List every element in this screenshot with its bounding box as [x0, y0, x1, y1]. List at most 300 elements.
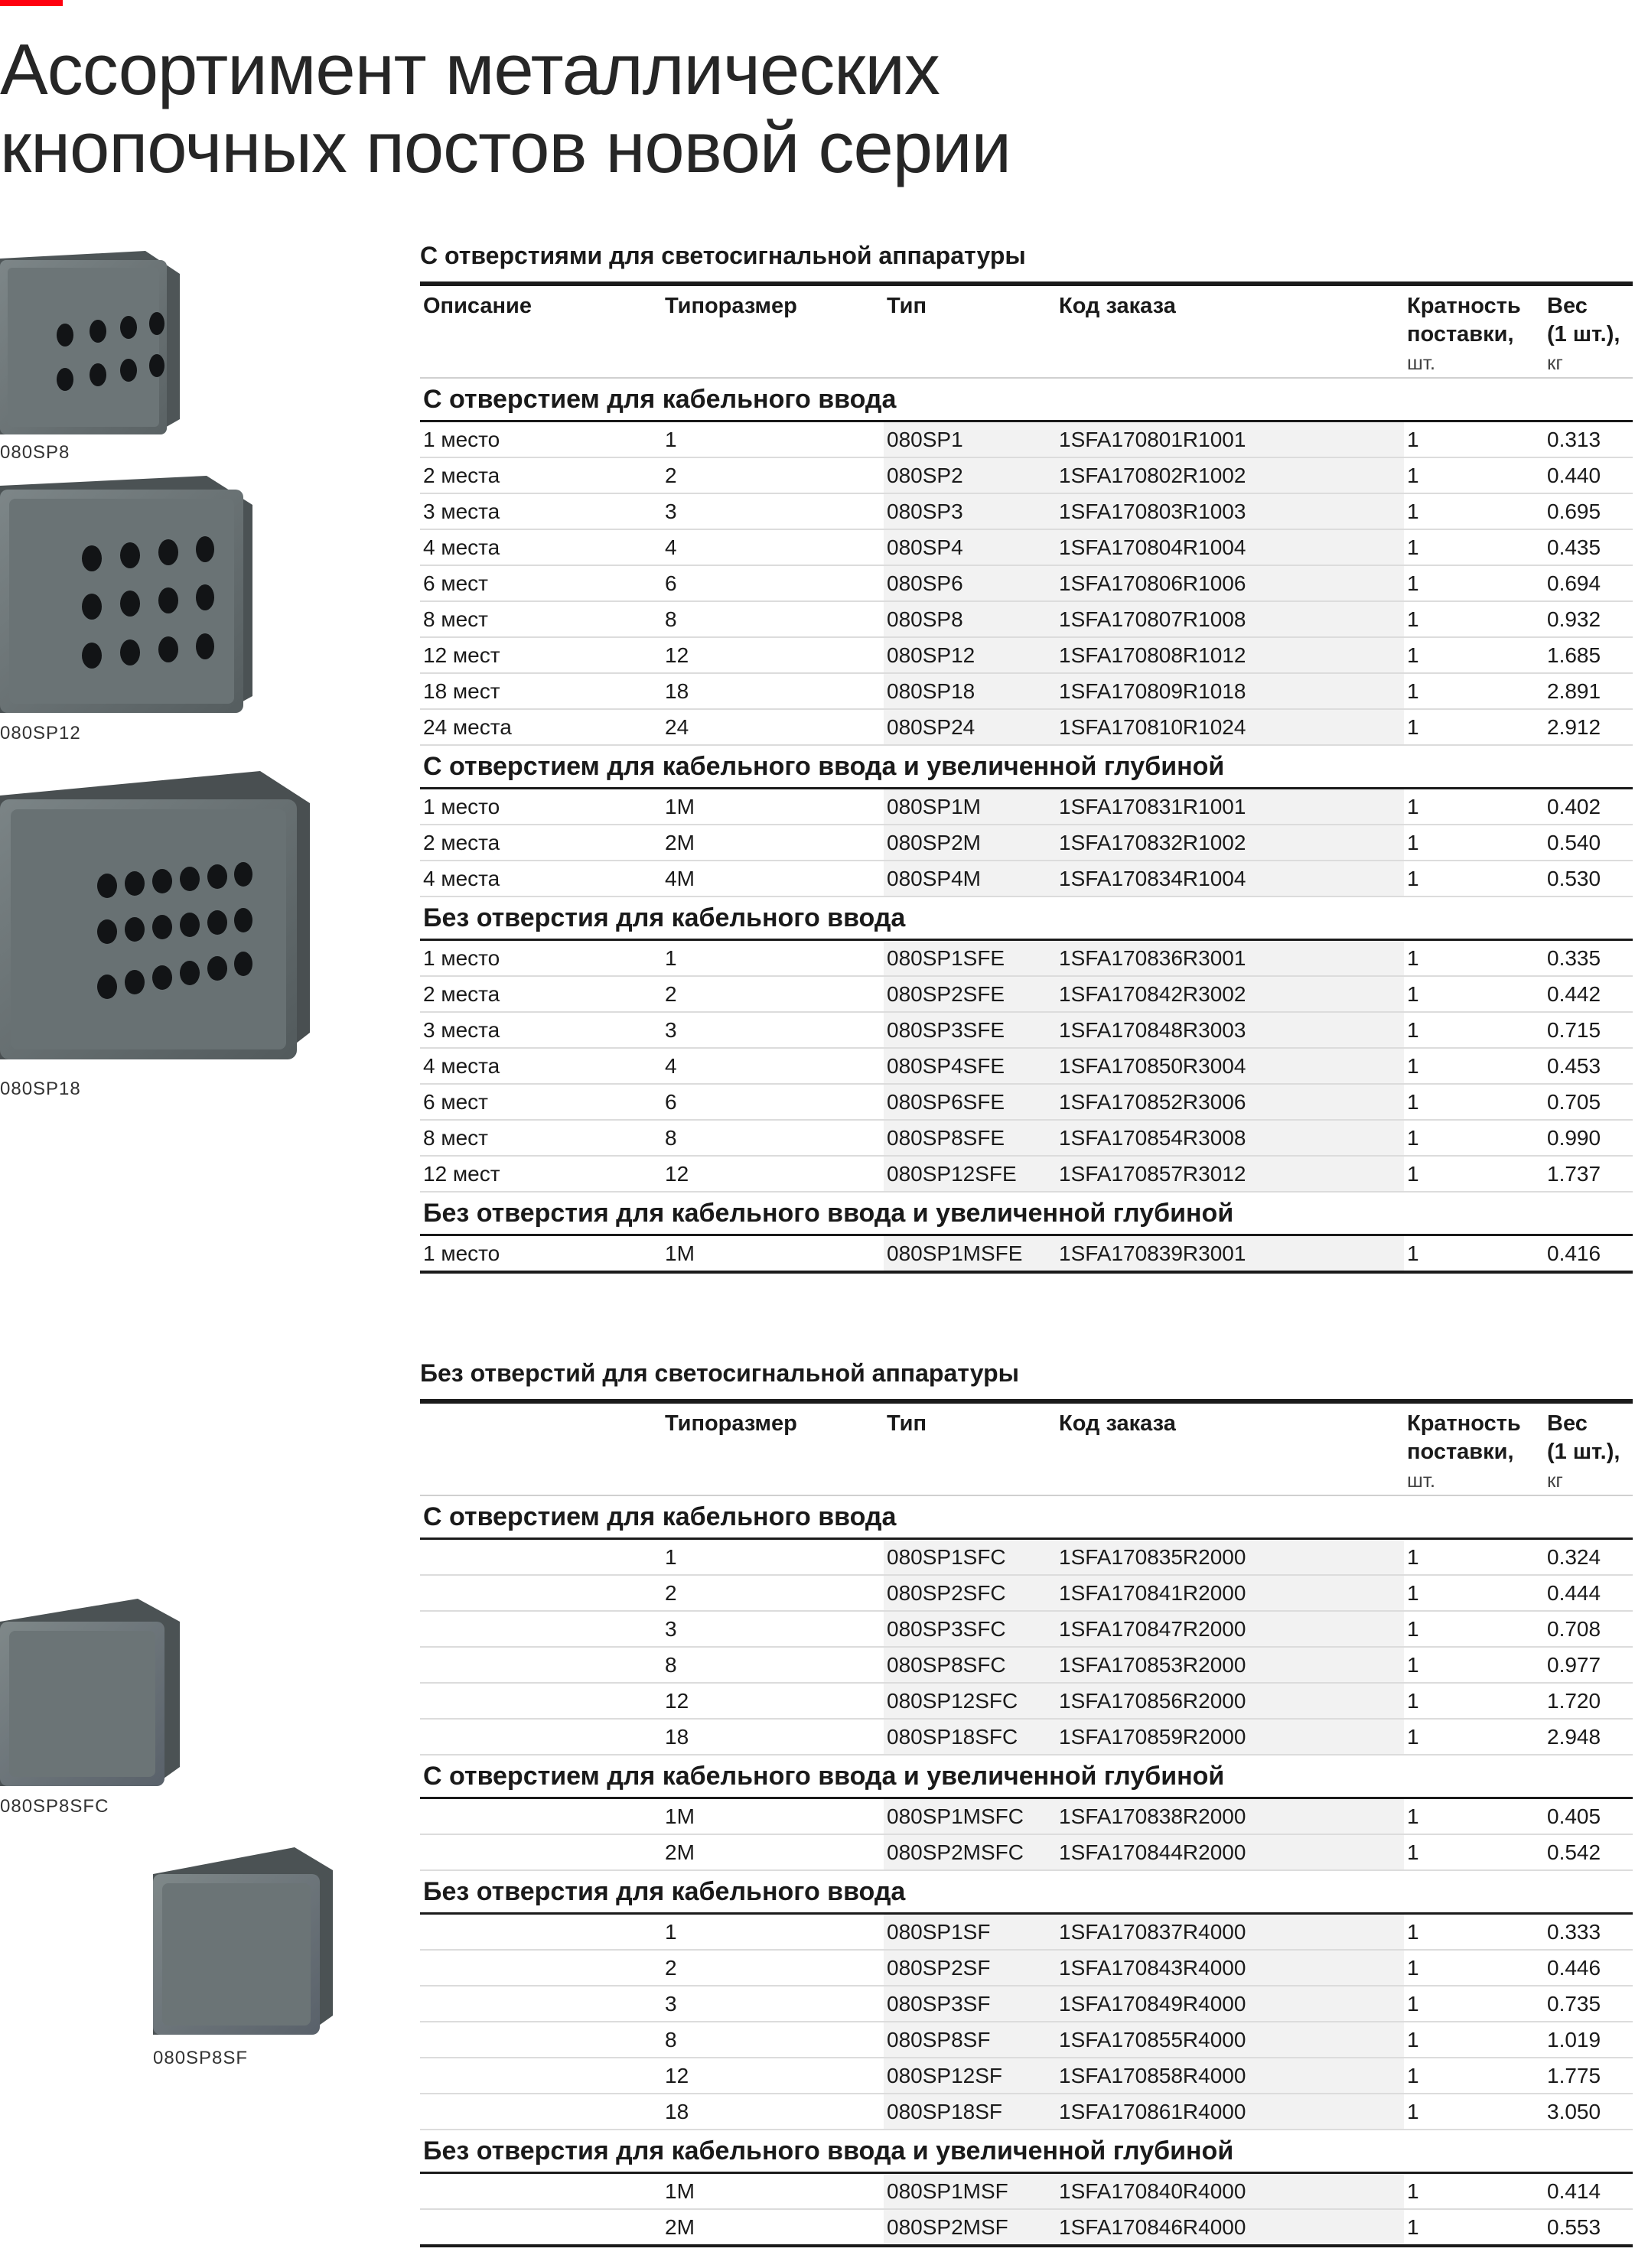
group-header-row [420, 896, 1633, 940]
cell-order-code: 1SFA170836R3001 [1056, 940, 1404, 977]
cell-type: 080SP3SFC [884, 1611, 1056, 1647]
cell-description: 4 места [420, 861, 662, 896]
cell-description: 18 мест [420, 673, 662, 709]
table-row [420, 825, 1633, 861]
cell-size: 4M [662, 861, 884, 896]
cell-weight: 0.540 [1544, 825, 1633, 861]
cell-order-code: 1SFA170838R2000 [1056, 1798, 1404, 1835]
table-row [420, 789, 1633, 825]
cell-type: 080SP18SFC [884, 1719, 1056, 1755]
cell-size: 3 [662, 1986, 884, 2022]
cell-description [420, 1798, 662, 1835]
cell-weight: 0.446 [1544, 1950, 1633, 1986]
cell-quantity: 1 [1404, 789, 1544, 825]
cell-weight: 0.542 [1544, 1834, 1633, 1870]
cell-order-code: 1SFA170840R4000 [1056, 2173, 1404, 2210]
cell-type: 080SP6 [884, 565, 1056, 601]
cell-size: 3 [662, 1012, 884, 1048]
table-row [420, 1120, 1633, 1156]
cell-description [420, 1611, 662, 1647]
cell-description: 8 мест [420, 601, 662, 637]
cell-description: 6 мест [420, 1084, 662, 1120]
section-title: Без отверстий для светосигнальной аппаратуры [420, 1359, 1019, 1387]
table-row [420, 493, 1633, 529]
cell-weight: 2.912 [1544, 709, 1633, 745]
cell-type: 080SP1M [884, 789, 1056, 825]
cell-quantity: 1 [1404, 1048, 1544, 1084]
cell-size: 6 [662, 1084, 884, 1120]
column-header-weight: Вес (1 шт.), кг [1547, 294, 1620, 374]
cell-type: 080SP12SFC [884, 1683, 1056, 1719]
cell-type: 080SP4SFE [884, 1048, 1056, 1084]
cell-order-code: 1SFA170849R4000 [1056, 1986, 1404, 2022]
cell-description: 12 мест [420, 1156, 662, 1192]
cell-order-code: 1SFA170803R1003 [1056, 493, 1404, 529]
cell-description: 2 места [420, 976, 662, 1012]
table-row [420, 1719, 1633, 1755]
cell-type: 080SP1SFC [884, 1539, 1056, 1576]
cell-weight: 0.416 [1544, 1235, 1633, 1273]
cell-description [420, 1950, 662, 1986]
cell-quantity: 1 [1404, 940, 1544, 977]
cell-quantity: 1 [1404, 2209, 1544, 2246]
cell-quantity: 1 [1404, 1683, 1544, 1719]
cell-quantity: 1 [1404, 1611, 1544, 1647]
cell-size: 2M [662, 825, 884, 861]
group-header-row [420, 378, 1633, 421]
cell-order-code: 1SFA170806R1006 [1056, 565, 1404, 601]
cell-size: 1M [662, 1235, 884, 1273]
cell-quantity: 1 [1404, 1950, 1544, 1986]
cell-size: 2M [662, 2209, 884, 2246]
cell-type: 080SP1MSFC [884, 1798, 1056, 1835]
group-title: Без отверстия для кабельного ввода [420, 896, 1633, 940]
table-row [420, 1048, 1633, 1084]
table-header-row [420, 1401, 1633, 1495]
cell-order-code: 1SFA170856R2000 [1056, 1683, 1404, 1719]
cell-description: 1 место [420, 421, 662, 458]
table-row [420, 1156, 1633, 1192]
cell-weight: 0.405 [1544, 1798, 1633, 1835]
column-header-quantity: Кратность поставки, шт. [1407, 1411, 1521, 1492]
cell-type: 080SP1SF [884, 1914, 1056, 1951]
cell-quantity: 1 [1404, 421, 1544, 458]
table-row [420, 976, 1633, 1012]
cell-weight: 0.453 [1544, 1048, 1633, 1084]
product-image-080sp18 [0, 765, 314, 1063]
cell-order-code: 1SFA170808R1012 [1056, 637, 1404, 673]
cell-type: 080SP2MSFC [884, 1834, 1056, 1870]
cell-description: 4 места [420, 1048, 662, 1084]
cell-type: 080SP4M [884, 861, 1056, 896]
cell-type: 080SP8 [884, 601, 1056, 637]
cell-description: 4 места [420, 529, 662, 565]
table-row [420, 2094, 1633, 2130]
cell-description [420, 1647, 662, 1683]
cell-type: 080SP3SFE [884, 1012, 1056, 1048]
group-title: Без отверстия для кабельного ввода и увеличенной глубиной [420, 2130, 1633, 2173]
group-title: С отверстием для кабельного ввода и увеличенной глубиной [420, 1755, 1633, 1798]
column-header-description: Описание [423, 294, 532, 318]
product-caption: 080SP8 [0, 442, 70, 463]
cell-order-code: 1SFA170837R4000 [1056, 1914, 1404, 1951]
cell-quantity: 1 [1404, 565, 1544, 601]
cell-quantity: 1 [1404, 601, 1544, 637]
cell-size: 18 [662, 2094, 884, 2130]
table-row [420, 1012, 1633, 1048]
cell-type: 080SP18 [884, 673, 1056, 709]
cell-type: 080SP2 [884, 457, 1056, 493]
cell-order-code: 1SFA170843R4000 [1056, 1950, 1404, 1986]
cell-weight: 0.313 [1544, 421, 1633, 458]
cell-order-code: 1SFA170809R1018 [1056, 673, 1404, 709]
product-image-080sp8 [0, 243, 184, 436]
cell-quantity: 1 [1404, 1539, 1544, 1576]
cell-quantity: 1 [1404, 1986, 1544, 2022]
cell-weight: 1.720 [1544, 1683, 1633, 1719]
cell-weight: 0.530 [1544, 861, 1633, 896]
table-row [420, 1914, 1633, 1951]
table-row [420, 1950, 1633, 1986]
cell-quantity: 1 [1404, 1575, 1544, 1611]
cell-type: 080SP4 [884, 529, 1056, 565]
cell-quantity: 1 [1404, 1647, 1544, 1683]
cell-weight: 0.435 [1544, 529, 1633, 565]
cell-size: 12 [662, 1156, 884, 1192]
column-header-order-code: Код заказа [1059, 294, 1176, 318]
table-row [420, 1575, 1633, 1611]
cell-quantity: 1 [1404, 1120, 1544, 1156]
cell-order-code: 1SFA170804R1004 [1056, 529, 1404, 565]
table-row [420, 1986, 1633, 2022]
table-row [420, 2209, 1633, 2246]
cell-order-code: 1SFA170832R1002 [1056, 825, 1404, 861]
cell-type: 080SP1 [884, 421, 1056, 458]
cell-weight: 1.775 [1544, 2058, 1633, 2094]
cell-type: 080SP8SFE [884, 1120, 1056, 1156]
cell-order-code: 1SFA170846R4000 [1056, 2209, 1404, 2246]
table-row [420, 1683, 1633, 1719]
cell-type: 080SP3 [884, 493, 1056, 529]
cell-size: 1 [662, 1539, 884, 1576]
cell-description: 2 места [420, 825, 662, 861]
cell-description: 1 место [420, 1235, 662, 1273]
table-row [420, 2058, 1633, 2094]
cell-description: 1 место [420, 789, 662, 825]
table-row [420, 1798, 1633, 1835]
cell-description: 2 места [420, 457, 662, 493]
cell-order-code: 1SFA170859R2000 [1056, 1719, 1404, 1755]
cell-size: 1M [662, 1798, 884, 1835]
group-header-row [420, 2130, 1633, 2173]
cell-description: 3 места [420, 1012, 662, 1048]
cell-size: 8 [662, 1647, 884, 1683]
cell-weight: 1.737 [1544, 1156, 1633, 1192]
column-header-weight: Вес (1 шт.), кг [1547, 1411, 1620, 1492]
table-row [420, 565, 1633, 601]
cell-size: 12 [662, 637, 884, 673]
cell-description [420, 2173, 662, 2210]
cell-type: 080SP2SFC [884, 1575, 1056, 1611]
cell-type: 080SP6SFE [884, 1084, 1056, 1120]
table-row [420, 673, 1633, 709]
cell-description [420, 1683, 662, 1719]
cell-size: 4 [662, 529, 884, 565]
cell-quantity: 1 [1404, 976, 1544, 1012]
cell-type: 080SP3SF [884, 1986, 1056, 2022]
table-row [420, 1647, 1633, 1683]
cell-type: 080SP12SFE [884, 1156, 1056, 1192]
cell-size: 1M [662, 2173, 884, 2210]
cell-size: 8 [662, 2022, 884, 2058]
cell-quantity: 1 [1404, 457, 1544, 493]
cell-size: 2M [662, 1834, 884, 1870]
cell-type: 080SP2SF [884, 1950, 1056, 1986]
cell-quantity: 1 [1404, 493, 1544, 529]
cell-type: 080SP24 [884, 709, 1056, 745]
table-row [420, 940, 1633, 977]
cell-quantity: 1 [1404, 1914, 1544, 1951]
column-header-type: Тип [887, 294, 927, 318]
product-table [420, 281, 1633, 1274]
cell-order-code: 1SFA170854R3008 [1056, 1120, 1404, 1156]
cell-order-code: 1SFA170852R3006 [1056, 1084, 1404, 1120]
cell-type: 080SP12 [884, 637, 1056, 673]
cell-quantity: 1 [1404, 1012, 1544, 1048]
cell-quantity: 1 [1404, 2058, 1544, 2094]
cell-description [420, 1575, 662, 1611]
cell-size: 3 [662, 493, 884, 529]
cell-weight: 2.891 [1544, 673, 1633, 709]
cell-type: 080SP8SFC [884, 1647, 1056, 1683]
section-title: С отверстиями для светосигнальной аппаратуры [420, 242, 1026, 269]
product-caption: 080SP12 [0, 723, 81, 744]
table-row [420, 861, 1633, 896]
cell-weight: 2.948 [1544, 1719, 1633, 1755]
cell-order-code: 1SFA170857R3012 [1056, 1156, 1404, 1192]
cell-type: 080SP1MSF [884, 2173, 1056, 2210]
cell-quantity: 1 [1404, 637, 1544, 673]
cell-quantity: 1 [1404, 1235, 1544, 1273]
cell-weight: 0.553 [1544, 2209, 1633, 2246]
cell-order-code: 1SFA170835R2000 [1056, 1539, 1404, 1576]
product-table [420, 1399, 1633, 2247]
cell-size: 1 [662, 421, 884, 458]
cell-quantity: 1 [1404, 861, 1544, 896]
cell-quantity: 1 [1404, 1798, 1544, 1835]
cell-size: 2 [662, 457, 884, 493]
table-row [420, 529, 1633, 565]
cell-quantity: 1 [1404, 2173, 1544, 2210]
cell-order-code: 1SFA170855R4000 [1056, 2022, 1404, 2058]
cell-weight: 0.735 [1544, 1986, 1633, 2022]
cell-size: 2 [662, 1950, 884, 1986]
cell-weight: 0.333 [1544, 1914, 1633, 1951]
cell-quantity: 1 [1404, 2022, 1544, 2058]
group-title: С отверстием для кабельного ввода [420, 378, 1633, 421]
product-image-080sp8sf [153, 1847, 337, 2039]
cell-size: 2 [662, 1575, 884, 1611]
cell-description [420, 1719, 662, 1755]
cell-order-code: 1SFA170839R3001 [1056, 1235, 1404, 1273]
cell-description: 12 мест [420, 637, 662, 673]
cell-weight: 0.414 [1544, 2173, 1633, 2210]
cell-description [420, 1834, 662, 1870]
group-header-row [420, 1192, 1633, 1235]
cell-type: 080SP18SF [884, 2094, 1056, 2130]
cell-weight: 1.019 [1544, 2022, 1633, 2058]
group-header-row [420, 1495, 1633, 1539]
cell-description [420, 1986, 662, 2022]
cell-order-code: 1SFA170850R3004 [1056, 1048, 1404, 1084]
cell-size: 18 [662, 673, 884, 709]
cell-description [420, 1539, 662, 1576]
cell-weight: 0.440 [1544, 457, 1633, 493]
cell-description [420, 2058, 662, 2094]
cell-size: 4 [662, 1048, 884, 1084]
cell-type: 080SP2MSF [884, 2209, 1056, 2246]
cell-type: 080SP1SFE [884, 940, 1056, 977]
column-header-size: Типоразмер [665, 1411, 797, 1436]
cell-size: 18 [662, 1719, 884, 1755]
cell-description [420, 2209, 662, 2246]
table-row [420, 1084, 1633, 1120]
cell-description: 8 мест [420, 1120, 662, 1156]
cell-weight: 0.402 [1544, 789, 1633, 825]
product-caption: 080SP18 [0, 1079, 81, 1099]
cell-description: 6 мест [420, 565, 662, 601]
table-row [420, 2173, 1633, 2210]
cell-type: 080SP8SF [884, 2022, 1056, 2058]
cell-order-code: 1SFA170844R2000 [1056, 1834, 1404, 1870]
product-image-080sp12 [0, 467, 256, 715]
cell-order-code: 1SFA170847R2000 [1056, 1611, 1404, 1647]
cell-order-code: 1SFA170807R1008 [1056, 601, 1404, 637]
cell-quantity: 1 [1404, 529, 1544, 565]
cell-size: 24 [662, 709, 884, 745]
table-row [420, 1834, 1633, 1870]
cell-size: 6 [662, 565, 884, 601]
cell-order-code: 1SFA170831R1001 [1056, 789, 1404, 825]
cell-type: 080SP1MSFE [884, 1235, 1056, 1273]
cell-weight: 0.695 [1544, 493, 1633, 529]
cell-order-code: 1SFA170834R1004 [1056, 861, 1404, 896]
cell-order-code: 1SFA170848R3003 [1056, 1012, 1404, 1048]
cell-quantity: 1 [1404, 1719, 1544, 1755]
table-row [420, 1611, 1633, 1647]
cell-weight: 0.444 [1544, 1575, 1633, 1611]
table-row [420, 709, 1633, 745]
group-title: С отверстием для кабельного ввода и увеличенной глубиной [420, 745, 1633, 789]
cell-type: 080SP2M [884, 825, 1056, 861]
cell-size: 8 [662, 601, 884, 637]
cell-size: 2 [662, 976, 884, 1012]
table-header-row [420, 284, 1633, 378]
cell-order-code: 1SFA170853R2000 [1056, 1647, 1404, 1683]
cell-description [420, 1914, 662, 1951]
product-caption: 080SP8SFC [0, 1796, 109, 1817]
cell-description: 3 места [420, 493, 662, 529]
cell-quantity: 1 [1404, 709, 1544, 745]
cell-description: 24 места [420, 709, 662, 745]
group-header-row [420, 1870, 1633, 1914]
table-row [420, 457, 1633, 493]
group-header-row [420, 745, 1633, 789]
table-row [420, 1539, 1633, 1576]
cell-order-code: 1SFA170861R4000 [1056, 2094, 1404, 2130]
cell-order-code: 1SFA170858R4000 [1056, 2058, 1404, 2094]
cell-size: 12 [662, 1683, 884, 1719]
cell-size: 1 [662, 940, 884, 977]
column-header-type: Тип [887, 1411, 927, 1436]
table-row [420, 1235, 1633, 1273]
cell-weight: 0.694 [1544, 565, 1633, 601]
cell-weight: 0.932 [1544, 601, 1633, 637]
table-row [420, 601, 1633, 637]
table-row [420, 637, 1633, 673]
cell-order-code: 1SFA170802R1002 [1056, 457, 1404, 493]
cell-order-code: 1SFA170841R2000 [1056, 1575, 1404, 1611]
table-row [420, 2022, 1633, 2058]
cell-size: 8 [662, 1120, 884, 1156]
cell-description [420, 2094, 662, 2130]
cell-description: 1 место [420, 940, 662, 977]
cell-weight: 0.990 [1544, 1120, 1633, 1156]
column-header-size: Типоразмер [665, 294, 797, 318]
cell-weight: 1.685 [1544, 637, 1633, 673]
cell-order-code: 1SFA170842R3002 [1056, 976, 1404, 1012]
cell-description [420, 2022, 662, 2058]
section-with-signal-holes [420, 240, 1633, 1274]
group-title: Без отверстия для кабельного ввода [420, 1870, 1633, 1914]
cell-quantity: 1 [1404, 673, 1544, 709]
cell-weight: 0.705 [1544, 1084, 1633, 1120]
cell-size: 12 [662, 2058, 884, 2094]
column-header-order-code: Код заказа [1059, 1411, 1176, 1436]
section-without-signal-holes [420, 1358, 1633, 2247]
cell-type: 080SP12SF [884, 2058, 1056, 2094]
group-title: С отверстием для кабельного ввода [420, 1495, 1633, 1539]
column-header-quantity: Кратность поставки, шт. [1407, 294, 1521, 374]
product-caption: 080SP8SF [153, 2048, 249, 2068]
cell-size: 1M [662, 789, 884, 825]
product-image-080sp8sfc [0, 1599, 184, 1790]
cell-weight: 0.715 [1544, 1012, 1633, 1048]
cell-weight: 0.442 [1544, 976, 1633, 1012]
cell-type: 080SP2SFE [884, 976, 1056, 1012]
cell-quantity: 1 [1404, 1834, 1544, 1870]
cell-weight: 0.977 [1544, 1647, 1633, 1683]
cell-weight: 0.335 [1544, 940, 1633, 977]
page-title: Ассортимент металлических кнопочных постов новой серии [0, 29, 1011, 187]
cell-weight: 0.708 [1544, 1611, 1633, 1647]
cell-weight: 3.050 [1544, 2094, 1633, 2130]
cell-quantity: 1 [1404, 1084, 1544, 1120]
accent-bar [0, 0, 63, 6]
cell-size: 1 [662, 1914, 884, 1951]
cell-quantity: 1 [1404, 1156, 1544, 1192]
cell-quantity: 1 [1404, 825, 1544, 861]
table-row [420, 421, 1633, 458]
cell-quantity: 1 [1404, 2094, 1544, 2130]
cell-order-code: 1SFA170801R1001 [1056, 421, 1404, 458]
cell-size: 3 [662, 1611, 884, 1647]
cell-order-code: 1SFA170810R1024 [1056, 709, 1404, 745]
column-header-description [420, 1401, 662, 1495]
group-title: Без отверстия для кабельного ввода и увеличенной глубиной [420, 1192, 1633, 1235]
group-header-row [420, 1755, 1633, 1798]
cell-weight: 0.324 [1544, 1539, 1633, 1576]
